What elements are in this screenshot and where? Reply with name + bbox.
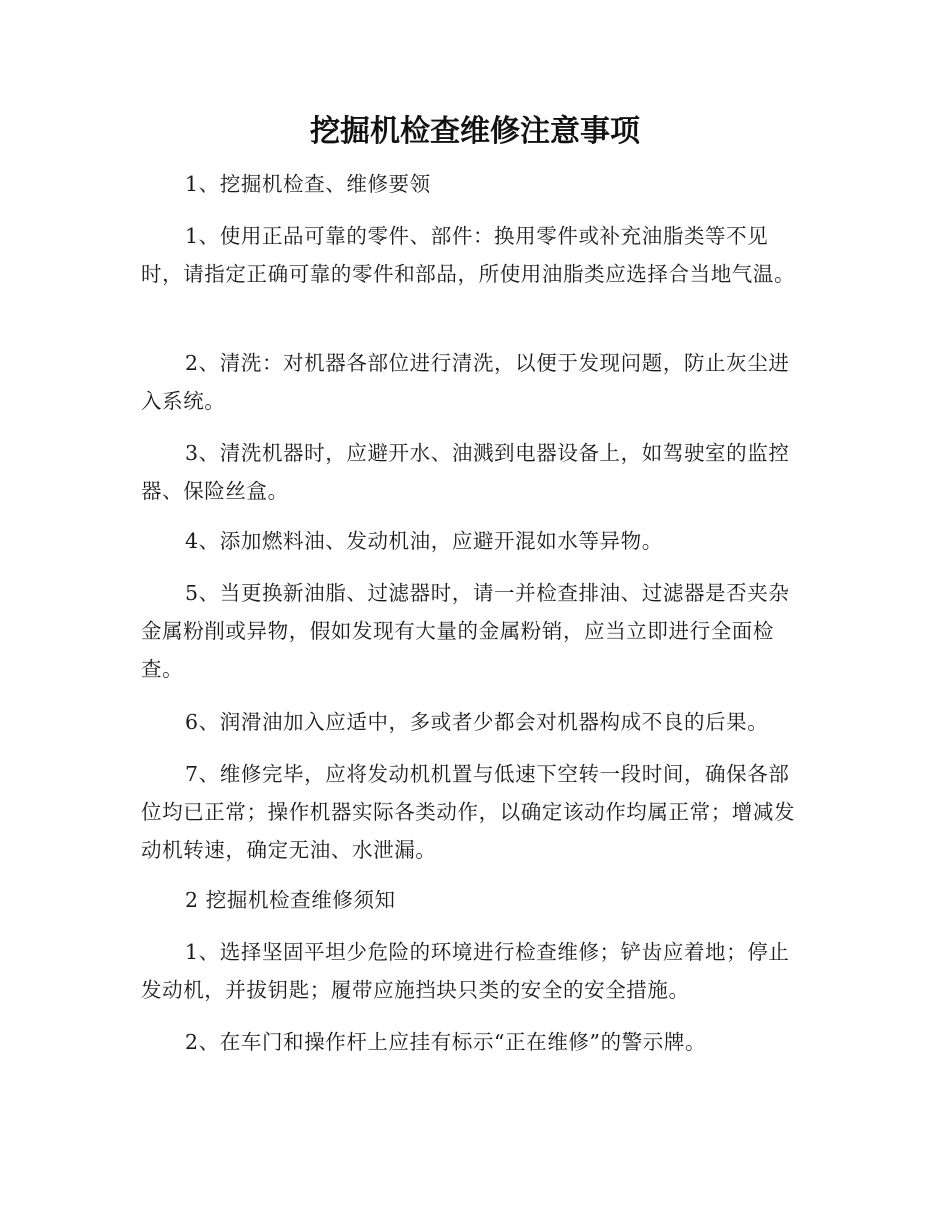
paragraph: 1、使用正品可靠的零件、部件：换用零件或补充油脂类等不见时，请指定正确可靠的零件和部品，所使用油脂类应选择合当地气温。 <box>141 224 796 286</box>
paragraph: 2、清洗：对机器各部位进行清洗，以便于发现问题，防止灰尘进入系统。 <box>141 351 790 413</box>
document-title: 挖掘机检查维修注意事项 <box>310 114 640 149</box>
paragraph: 3、清洗机器时，应避开水、油溅到电器设备上，如驾驶室的监控器、保险丝盒。 <box>141 441 790 503</box>
section-heading: 1、挖掘机检查、维修要领 <box>185 172 431 196</box>
paragraph: 1、选择坚固平坦少危险的环境进行检查维修；铲齿应着地；停止发动机，并拔钥匙；履带应施挡块只类的安全的安全措施。 <box>141 940 790 1002</box>
paragraph: 6、润滑油加入应适中，多或者少都会对机器构成不良的后果。 <box>185 710 769 734</box>
section-heading: 2 挖掘机检查维修须知 <box>185 888 396 912</box>
paragraph: 4、添加燃料油、发动机油，应避开混如水等异物。 <box>185 529 663 553</box>
paragraph: 2、在车门和操作杆上应挂有标示“正在维修”的警示牌。 <box>185 1030 707 1054</box>
paragraph: 5、当更换新油脂、过滤器时，请一并检查排油、过滤器是否夹杂金属粉削或异物，假如发现有大量的金属粉销，应当立即进行全面检查。 <box>141 581 790 681</box>
paragraph: 7、维修完毕，应将发动机机置与低速下空转一段时间，确保各部位均已正常；操作机器实际各类动作，以确定该动作均属正常；增减发动机转速，确定无油、水泄漏。 <box>141 762 796 862</box>
